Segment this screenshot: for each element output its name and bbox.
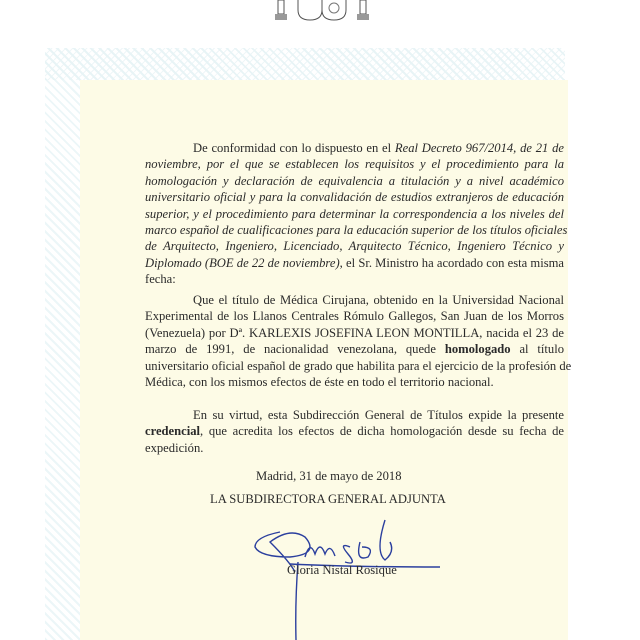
text-segment: Que el título de Médica Cirujana, obtenido en la Universidad Nacional: [193, 293, 564, 307]
text-line: [145, 255, 564, 271]
text-segment: homologación y declaración de equivalencia a titulación y a nivel académico: [145, 173, 564, 188]
text-line: [145, 358, 572, 374]
text-line: [145, 374, 564, 390]
text-segment: , que acredita los efectos de dicha homologación desde su fecha de: [200, 424, 564, 439]
text-segment: de Arquitecto, Ingeniero, Licenciado, Arquitecto Técnico, Ingeniero Técnico y: [145, 239, 564, 254]
text-line: [145, 325, 564, 341]
text-segment: homologado: [444, 342, 511, 357]
text-segment: marzo de 1991, de nacionalidad venezolana, quede: [145, 342, 445, 357]
text-line: [145, 156, 564, 172]
text-line: [145, 341, 564, 357]
text-line: [145, 271, 564, 287]
security-pattern-band: [45, 48, 565, 80]
text-line: [145, 238, 564, 254]
text-segment: En su virtud, esta Subdirección General de Títulos expide la presente: [193, 408, 564, 422]
place-date: Madrid, 31 de mayo de 2018: [256, 469, 402, 483]
text-segment: Experimental de los Llanos Centrales Rómulo Gallegos, San Juan de los Morros: [145, 309, 564, 324]
text-line: [145, 308, 564, 324]
text-segment: universitario oficial español de grado que habilita para el ejercicio de la profesión de: [145, 358, 572, 373]
signer-title: LA SUBDIRECTORA GENERAL ADJUNTA: [210, 492, 446, 506]
security-pattern-margin: [45, 80, 80, 640]
text-line: [145, 206, 564, 222]
text-segment: noviembre, por el que se establecen los requisitos y el procedimiento para la: [145, 157, 564, 172]
text-line: [145, 423, 564, 439]
text-segment: Diplomado (BOE de 22 de noviembre): [145, 255, 340, 270]
text-segment: Real Decreto 967/2014, de 21 de: [394, 141, 564, 155]
text-segment: fecha:: [145, 272, 176, 287]
text-segment: De conformidad con lo dispuesto en el: [193, 141, 395, 155]
text-segment: Médica, con los mismos efectos de éste en todo el territorio nacional.: [145, 374, 494, 389]
text-line: [145, 189, 564, 205]
text-segment: (Venezuela) por Dª. KARLEXIS JOSEFINA LEON MONTILLA, nacida el 23 de: [145, 325, 564, 340]
paragraph-legal-basis: [145, 140, 568, 288]
text-line: [145, 407, 564, 423]
text-segment: al título: [510, 342, 564, 357]
signer-name: Gloria Nistal Rosique: [287, 563, 397, 577]
text-segment: expedición.: [145, 440, 204, 455]
text-line: [145, 173, 564, 189]
text-line: [145, 222, 568, 238]
coat-of-arms-emblem: [270, 0, 390, 22]
text-segment: superior, y el procedimiento para determinar la correspondencia a los niveles del: [145, 206, 564, 221]
text-line: [145, 140, 564, 156]
text-segment: credencial: [145, 424, 201, 439]
paragraph-resolution: [145, 292, 572, 390]
text-line: [145, 440, 564, 456]
text-segment: marco español de cualificaciones para la educación superior de los títulos oficiales: [145, 222, 568, 237]
paragraph-credential: [145, 407, 564, 456]
text-segment: universitario oficial y para la convalidación de estudios extranjeros de educación: [145, 190, 564, 205]
text-segment: , el Sr. Ministro ha acordado con esta misma: [339, 255, 564, 270]
text-line: [145, 292, 564, 308]
